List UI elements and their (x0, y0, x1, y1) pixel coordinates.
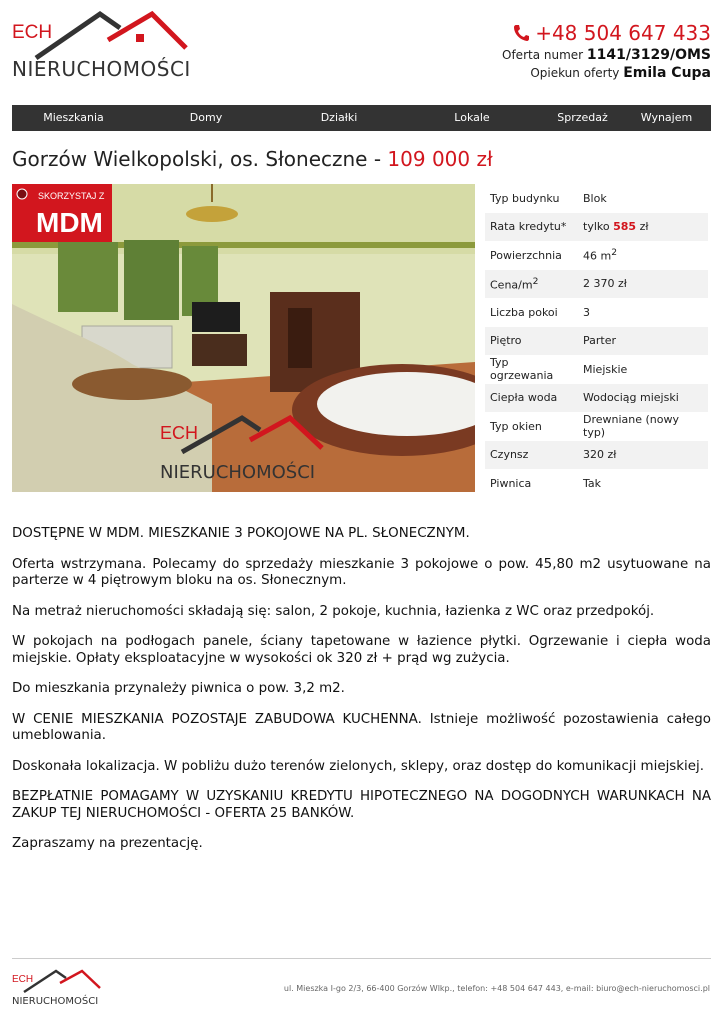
agent-line (502, 64, 711, 82)
logo-roof-red (108, 14, 186, 48)
spec-label: Typ ogrzewania (490, 356, 554, 383)
photo-tv-stand (192, 334, 247, 366)
footer-logo[interactable] (12, 968, 104, 1008)
spec-value (578, 241, 708, 270)
logo-bottom-text: NIERUCHOMOŚCI (12, 57, 191, 81)
offer-number-line (502, 46, 711, 64)
description-paragraph: Zapraszamy na prezentację. (12, 836, 203, 851)
offer-number: 1141/3129/OMS (586, 47, 711, 63)
footer-logo-bottom: NIERUCHOMOŚCI (12, 996, 99, 1007)
spec-value: Blok (583, 191, 607, 205)
spec-value-prefix: tylko (583, 220, 610, 234)
spec-value: 2 370 zł (578, 270, 708, 299)
nav-item-wynajem[interactable]: Wynajem (640, 111, 693, 124)
watermark-bottom: NIERUCHOMOŚCI (160, 462, 316, 483)
spec-row (485, 298, 708, 327)
nav-item-lokale[interactable]: Lokale (454, 111, 490, 124)
spec-value-sup: 2 (611, 247, 618, 259)
photo-lamp (186, 206, 238, 222)
spec-label: Piętro (485, 327, 578, 356)
spec-label: Czynsz (485, 441, 578, 470)
spec-row (485, 412, 708, 441)
spec-row (485, 327, 708, 356)
photo-badge-line1: SKORZYSTAJ Z (38, 191, 105, 201)
photo-window-1 (58, 242, 118, 312)
phone-text: +48 504 647 433 (535, 21, 711, 45)
spec-value-highlight: 585 (613, 220, 637, 234)
spec-value: 3 (583, 305, 590, 319)
photo-cabinet-glass (288, 308, 312, 368)
spec-value-suffix: zł (639, 220, 649, 234)
footer-divider (12, 958, 711, 959)
company-logo[interactable] (12, 10, 192, 82)
spec-value: Tak (583, 476, 602, 490)
spec-row (485, 213, 708, 242)
spec-value (578, 213, 708, 242)
nav-item-sprzedaz[interactable]: Sprzedaż (557, 111, 608, 124)
agent-name: Emila Cupa (623, 65, 711, 81)
spec-row (485, 441, 708, 470)
description-paragraph: Oferta wstrzymana. Polecamy do sprzedaży mieszkanie 3 pokojowe o pow. 45,80 m2 usytuowane na parterze w 4 piętrowym bloku na os. Słonecznym. (12, 556, 711, 588)
offer-number-label: Oferta numer (502, 48, 584, 62)
listing-price: 109 000 zł (387, 147, 493, 171)
photo-badge-line2: MDM (36, 207, 103, 238)
photo-window-2 (124, 240, 179, 320)
nav-item-mieszkania[interactable]: Mieszkania (43, 111, 104, 124)
spec-row (485, 469, 708, 498)
spec-label: Liczba pokoi (490, 305, 558, 319)
listing-photo[interactable] (12, 184, 475, 492)
spec-label (485, 270, 578, 299)
description-paragraph: W pokojach na podłogach panele, ściany tapetowane w łazience płytki. Ogrzewanie i ciepła woda miejskie. Opłaty eksploatacyjne w wysokości ok 320 zł + prąd wg zużycia. (12, 634, 711, 666)
listing-location: Gorzów Wielkopolski, os. Słoneczne - (12, 147, 388, 171)
spec-value-text: 46 m (583, 250, 612, 264)
description-paragraph: BEZPŁATNIE POMAGAMY W UZYSKANIU KREDYTU HIPOTECZNEGO NA DOGODNYCH WARUNKACH NA ZAKUP TEJ NIERUCHOMOŚCI - OFERTA 25 BANKÓW. (12, 789, 711, 821)
spec-row (485, 384, 708, 413)
phone-icon (513, 24, 529, 42)
spec-table (485, 184, 708, 498)
footer-logo-top: ECH (12, 974, 34, 985)
spec-label: Piwnica (490, 476, 532, 490)
main-nav (12, 105, 711, 131)
contact-block (502, 20, 711, 82)
footer-logo-roof-red (60, 971, 100, 988)
description-paragraph: W CENIE MIESZKANIA POZOSTAJE ZABUDOWA KUCHENNA. Istnieje możliwość pozostawienia całego umeblowania. (12, 711, 711, 743)
photo-badge-dot (17, 189, 27, 199)
spec-label-text: Cena/m (490, 278, 533, 292)
description-paragraph: Na metraż nieruchomości składają się: salon, 2 pokoje, kuchnia, łazienka z WC oraz przedpokój. (12, 603, 655, 619)
description-paragraph: Do mieszkania przynależy piwnica o pow. 3,2 m2. (12, 681, 345, 696)
agent-label: Opiekun oferty (530, 66, 620, 80)
logo-window (136, 34, 144, 42)
nav-item-domy[interactable]: Domy (189, 111, 223, 124)
spec-label: Powierzchnia (490, 248, 562, 262)
spec-row (485, 355, 708, 384)
spec-value: Miejskie (583, 362, 628, 376)
spec-value: Drewniane (nowy typ) (583, 413, 680, 440)
spec-value: Wodociąg miejski (578, 384, 708, 413)
photo-tv (192, 302, 240, 332)
spec-label: Rata kredytu* (485, 213, 578, 242)
spec-row (485, 270, 708, 299)
description-paragraph: Doskonała lokalizacja. W pobliżu dużo terenów zielonych, sklepy, oraz dostęp do komunikacji miejskiej. (12, 758, 704, 774)
spec-label-sup: 2 (532, 275, 539, 287)
nav-item-dzialki[interactable]: Działki (320, 111, 358, 124)
spec-label: Typ budynku (490, 191, 560, 205)
spec-label: Ciepła woda (485, 384, 578, 413)
photo-sofa-pillow (72, 368, 192, 400)
spec-value: Parter (578, 327, 708, 356)
listing-description (12, 526, 711, 867)
logo-top-text: ECH (12, 22, 53, 43)
footer-address: ul. Mieszka I-go 2/3, 66-400 Gorzów Wlkp., telefon: +48 504 647 443, e-mail: biuro@ech-nieruchomosci.pl (283, 984, 710, 993)
listing-title (12, 146, 493, 172)
watermark-top: ECH (160, 423, 199, 443)
spec-row (485, 184, 708, 213)
description-paragraph: DOSTĘPNE W MDM. MIESZKANIE 3 POKOJOWE NA PL. SŁONECZNYM. (12, 526, 470, 541)
spec-label: Typ okien (490, 419, 542, 433)
phone-number[interactable] (502, 20, 711, 46)
spec-value: 320 zł (578, 441, 708, 470)
spec-row (485, 241, 708, 270)
